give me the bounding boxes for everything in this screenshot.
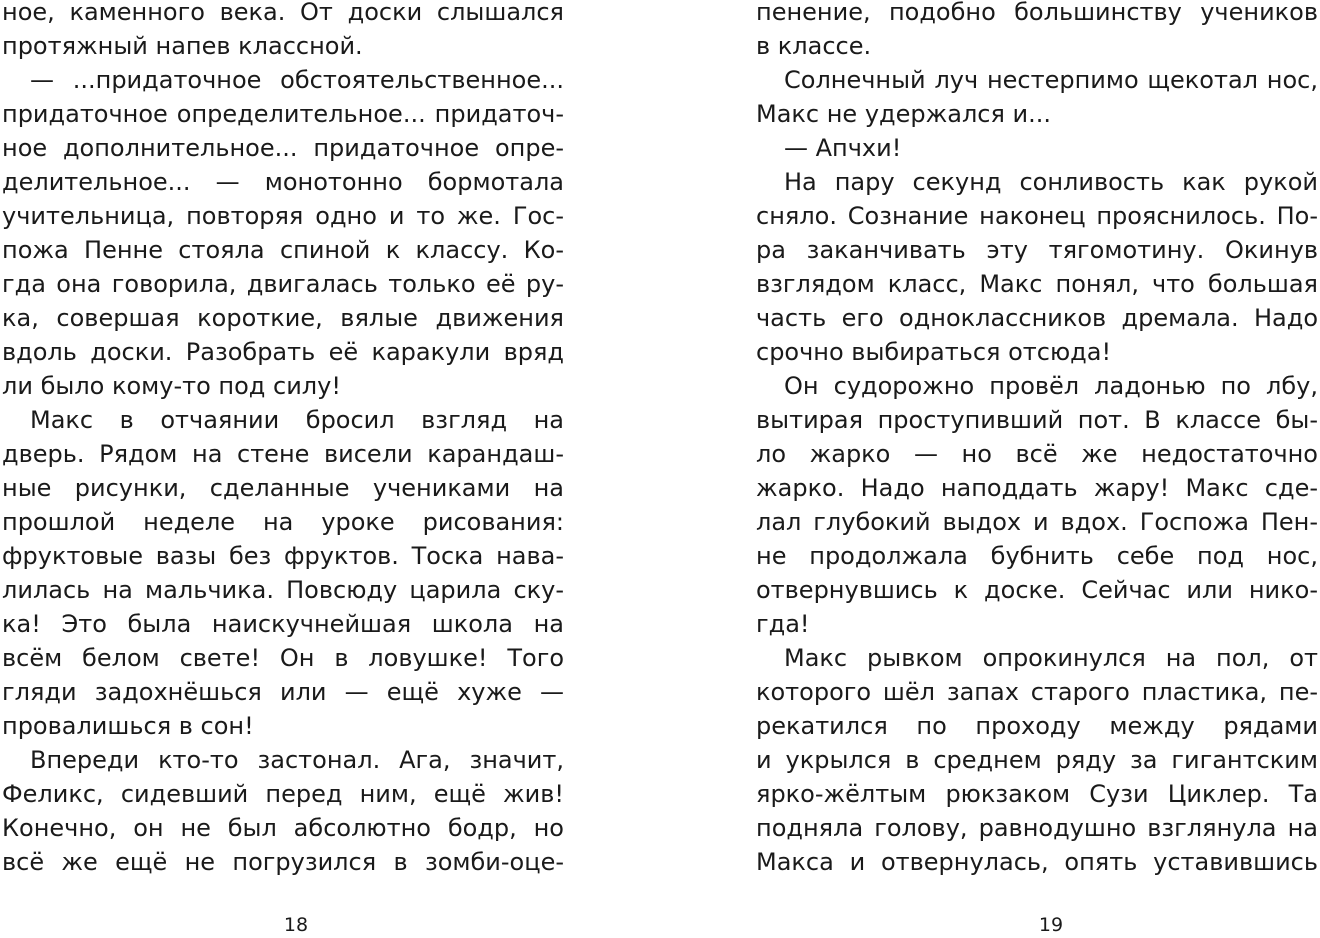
text-line: всём белом свете! Он в ловушке! Того (2, 644, 564, 672)
text-line: фруктовые вазы без фруктов. Тоска нава- (2, 542, 564, 570)
text-line: ное дополнительное... придаточное опре- (2, 134, 564, 162)
text-line: — Апчхи! (784, 134, 902, 162)
text-line: которого шёл запах старого пластика, пе- (756, 678, 1318, 706)
text-line: и укрылся в среднем ряду за гигантским (756, 746, 1318, 774)
text-line: протяжный напев классной. (2, 32, 363, 60)
text-line: ли было кому-то под силу! (2, 372, 341, 400)
text-line: отвернувшись к доске. Сейчас или нико- (756, 576, 1318, 604)
text-line: в классе. (756, 32, 872, 60)
text-line: жарко. Надо наподдать жару! Макс сде- (756, 474, 1318, 502)
text-line: дверь. Рядом на стене висели карандаш- (2, 440, 564, 468)
text-line: сняло. Сознание наконец прояснилось. По- (756, 202, 1318, 230)
right-page-text (756, 0, 1318, 879)
text-line: Впереди кто-то застонал. Ага, значит, (30, 746, 564, 774)
text-line: Макс в отчаянии бросил взгляд на (30, 406, 564, 434)
text-line: На пару секунд сонливость как рукой (784, 168, 1318, 196)
left-page-text (2, 0, 564, 879)
text-line: вдоль доски. Разобрать её каракули вряд (2, 338, 564, 366)
text-line: срочно выбираться отсюда! (756, 338, 1112, 366)
text-line: учительница, повторяя одно и то же. Гос- (2, 202, 564, 230)
text-line: Макса и отвернулась, опять уставившись (756, 848, 1318, 876)
page-number: 18 (283, 914, 309, 936)
text-line: Солнечный луч нестерпимо щекотал нос, (784, 66, 1318, 94)
text-line: взглядом класс, Макс понял, что большая (756, 270, 1318, 298)
text-line: лал глубокий выдох и вдох. Госпожа Пен- (756, 508, 1318, 536)
page-number: 19 (1038, 914, 1064, 936)
text-line: Он судорожно провёл ладонью по лбу, (784, 372, 1318, 400)
text-line: Феликс, сидевший перед ним, ещё жив! (2, 780, 564, 808)
text-line: ка, совершая короткие, вялые движения (2, 304, 564, 332)
text-line: гда она говорила, двигалась только её ру- (2, 270, 564, 298)
text-line: не продолжала бубнить себе под нос, (756, 542, 1318, 570)
text-line: ярко-жёлтым рюкзаком Сузи Циклер. Та (756, 780, 1318, 808)
text-line: ло жарко — но всё же недостаточно (756, 440, 1318, 468)
text-line: ра заканчивать эту тягомотину. Окинув (756, 236, 1318, 264)
text-line: лилась на мальчика. Повсюду царила ску- (2, 576, 564, 604)
text-line: Макс рывком опрокинулся на пол, от (784, 644, 1318, 672)
text-line: провалишься в сон! (2, 712, 254, 740)
text-line: ные рисунки, сделанные учениками на (2, 474, 564, 502)
text-line: подняла голову, равнодушно взглянула на (756, 814, 1318, 842)
text-line: Конечно, он не был абсолютно бодр, но (2, 814, 564, 842)
text-line: Макс не удержался и... (756, 100, 1052, 128)
text-line: часть его одноклассников дремала. Надо (756, 304, 1318, 332)
text-line: пожа Пенне стояла спиной к классу. Ко- (2, 236, 564, 264)
text-line: вытирая проступивший пот. В классе бы- (756, 406, 1318, 434)
text-line: — ...придаточное обстоятельственное... (30, 66, 564, 94)
text-line: прошлой неделе на уроке рисования: (2, 508, 564, 536)
text-line: делительное... — монотонно бормотала (2, 168, 564, 196)
right-page (660, 0, 1320, 935)
text-line: гда! (756, 610, 810, 638)
text-line: придаточное определительное... придаточ- (2, 100, 564, 128)
text-line: всё же ещё не погрузился в зомби-оце- (2, 848, 564, 876)
text-line: рекатился по проходу между рядами (756, 712, 1318, 740)
text-line: гляди задохнёшься или — ещё хуже — (2, 678, 564, 706)
left-page (0, 0, 660, 935)
text-line: ка! Это была наискучнейшая школа на (2, 610, 564, 638)
text-line: ное, каменного века. От доски слышался (2, 0, 564, 26)
text-line: пенение, подобно большинству учеников (756, 0, 1318, 26)
